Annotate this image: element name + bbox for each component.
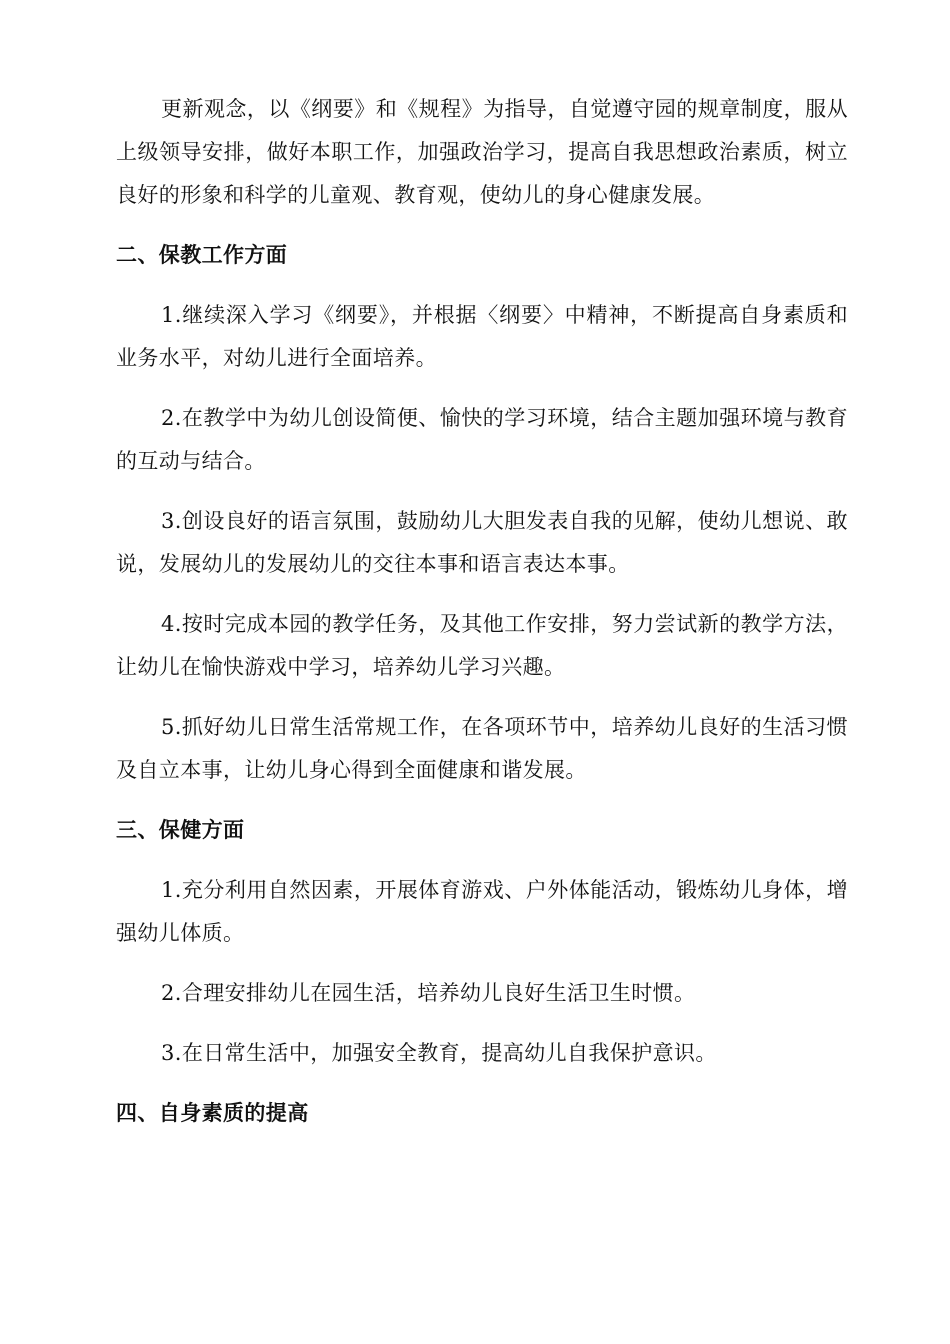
document-body — [116, 88, 848, 1152]
paragraph-teaching-5: 5.抓好幼儿日常生活常规工作，在各项环节中，培养幼儿良好的生活习惯及自立本事，让幼儿身心得到全面健康和谐发展。 — [116, 715, 848, 782]
section-heading-health: 三、保健方面 — [116, 818, 245, 842]
paragraph-health-1: 1.充分利用自然因素，开展体育游戏、户外体能活动，锻炼幼儿身体，增强幼儿体质。 — [116, 878, 848, 945]
paragraph-health-2: 2.合理安排幼儿在园生活，培养幼儿良好生活卫生时惯。 — [161, 981, 696, 1005]
paragraph-teaching-3: 3.创设良好的语言氛围，鼓励幼儿大胆发表自我的见解，使幼儿想说、敢说，发展幼儿的发展幼儿的交往本事和语言表达本事。 — [116, 509, 848, 576]
section-heading-teaching: 二、保教工作方面 — [116, 243, 288, 267]
section-heading-self-improvement: 四、自身素质的提高 — [116, 1101, 309, 1125]
paragraph-intro: 更新观念，以《纲要》和《规程》为指导，自觉遵守园的规章制度，服从上级领导安排，做好本职工作，加强政治学习，提高自我思想政治素质，树立良好的形象和科学的儿童观、教育观，使幼儿的身心健康发展。 — [116, 97, 848, 207]
paragraph-teaching-2: 2.在教学中为幼儿创设简便、愉快的学习环境，结合主题加强环境与教育的互动与结合。 — [116, 406, 848, 473]
paragraph-health-3: 3.在日常生活中，加强安全教育，提高幼儿自我保护意识。 — [161, 1041, 717, 1065]
paragraph-teaching-4: 4.按时完成本园的教学任务，及其他工作安排，努力尝试新的教学方法，让幼儿在愉快游戏中学习，培养幼儿学习兴趣。 — [116, 612, 848, 679]
paragraph-teaching-1: 1.继续深入学习《纲要》，并根据〈纲要〉中精神，不断提高自身素质和业务水平，对幼儿进行全面培养。 — [116, 303, 848, 370]
